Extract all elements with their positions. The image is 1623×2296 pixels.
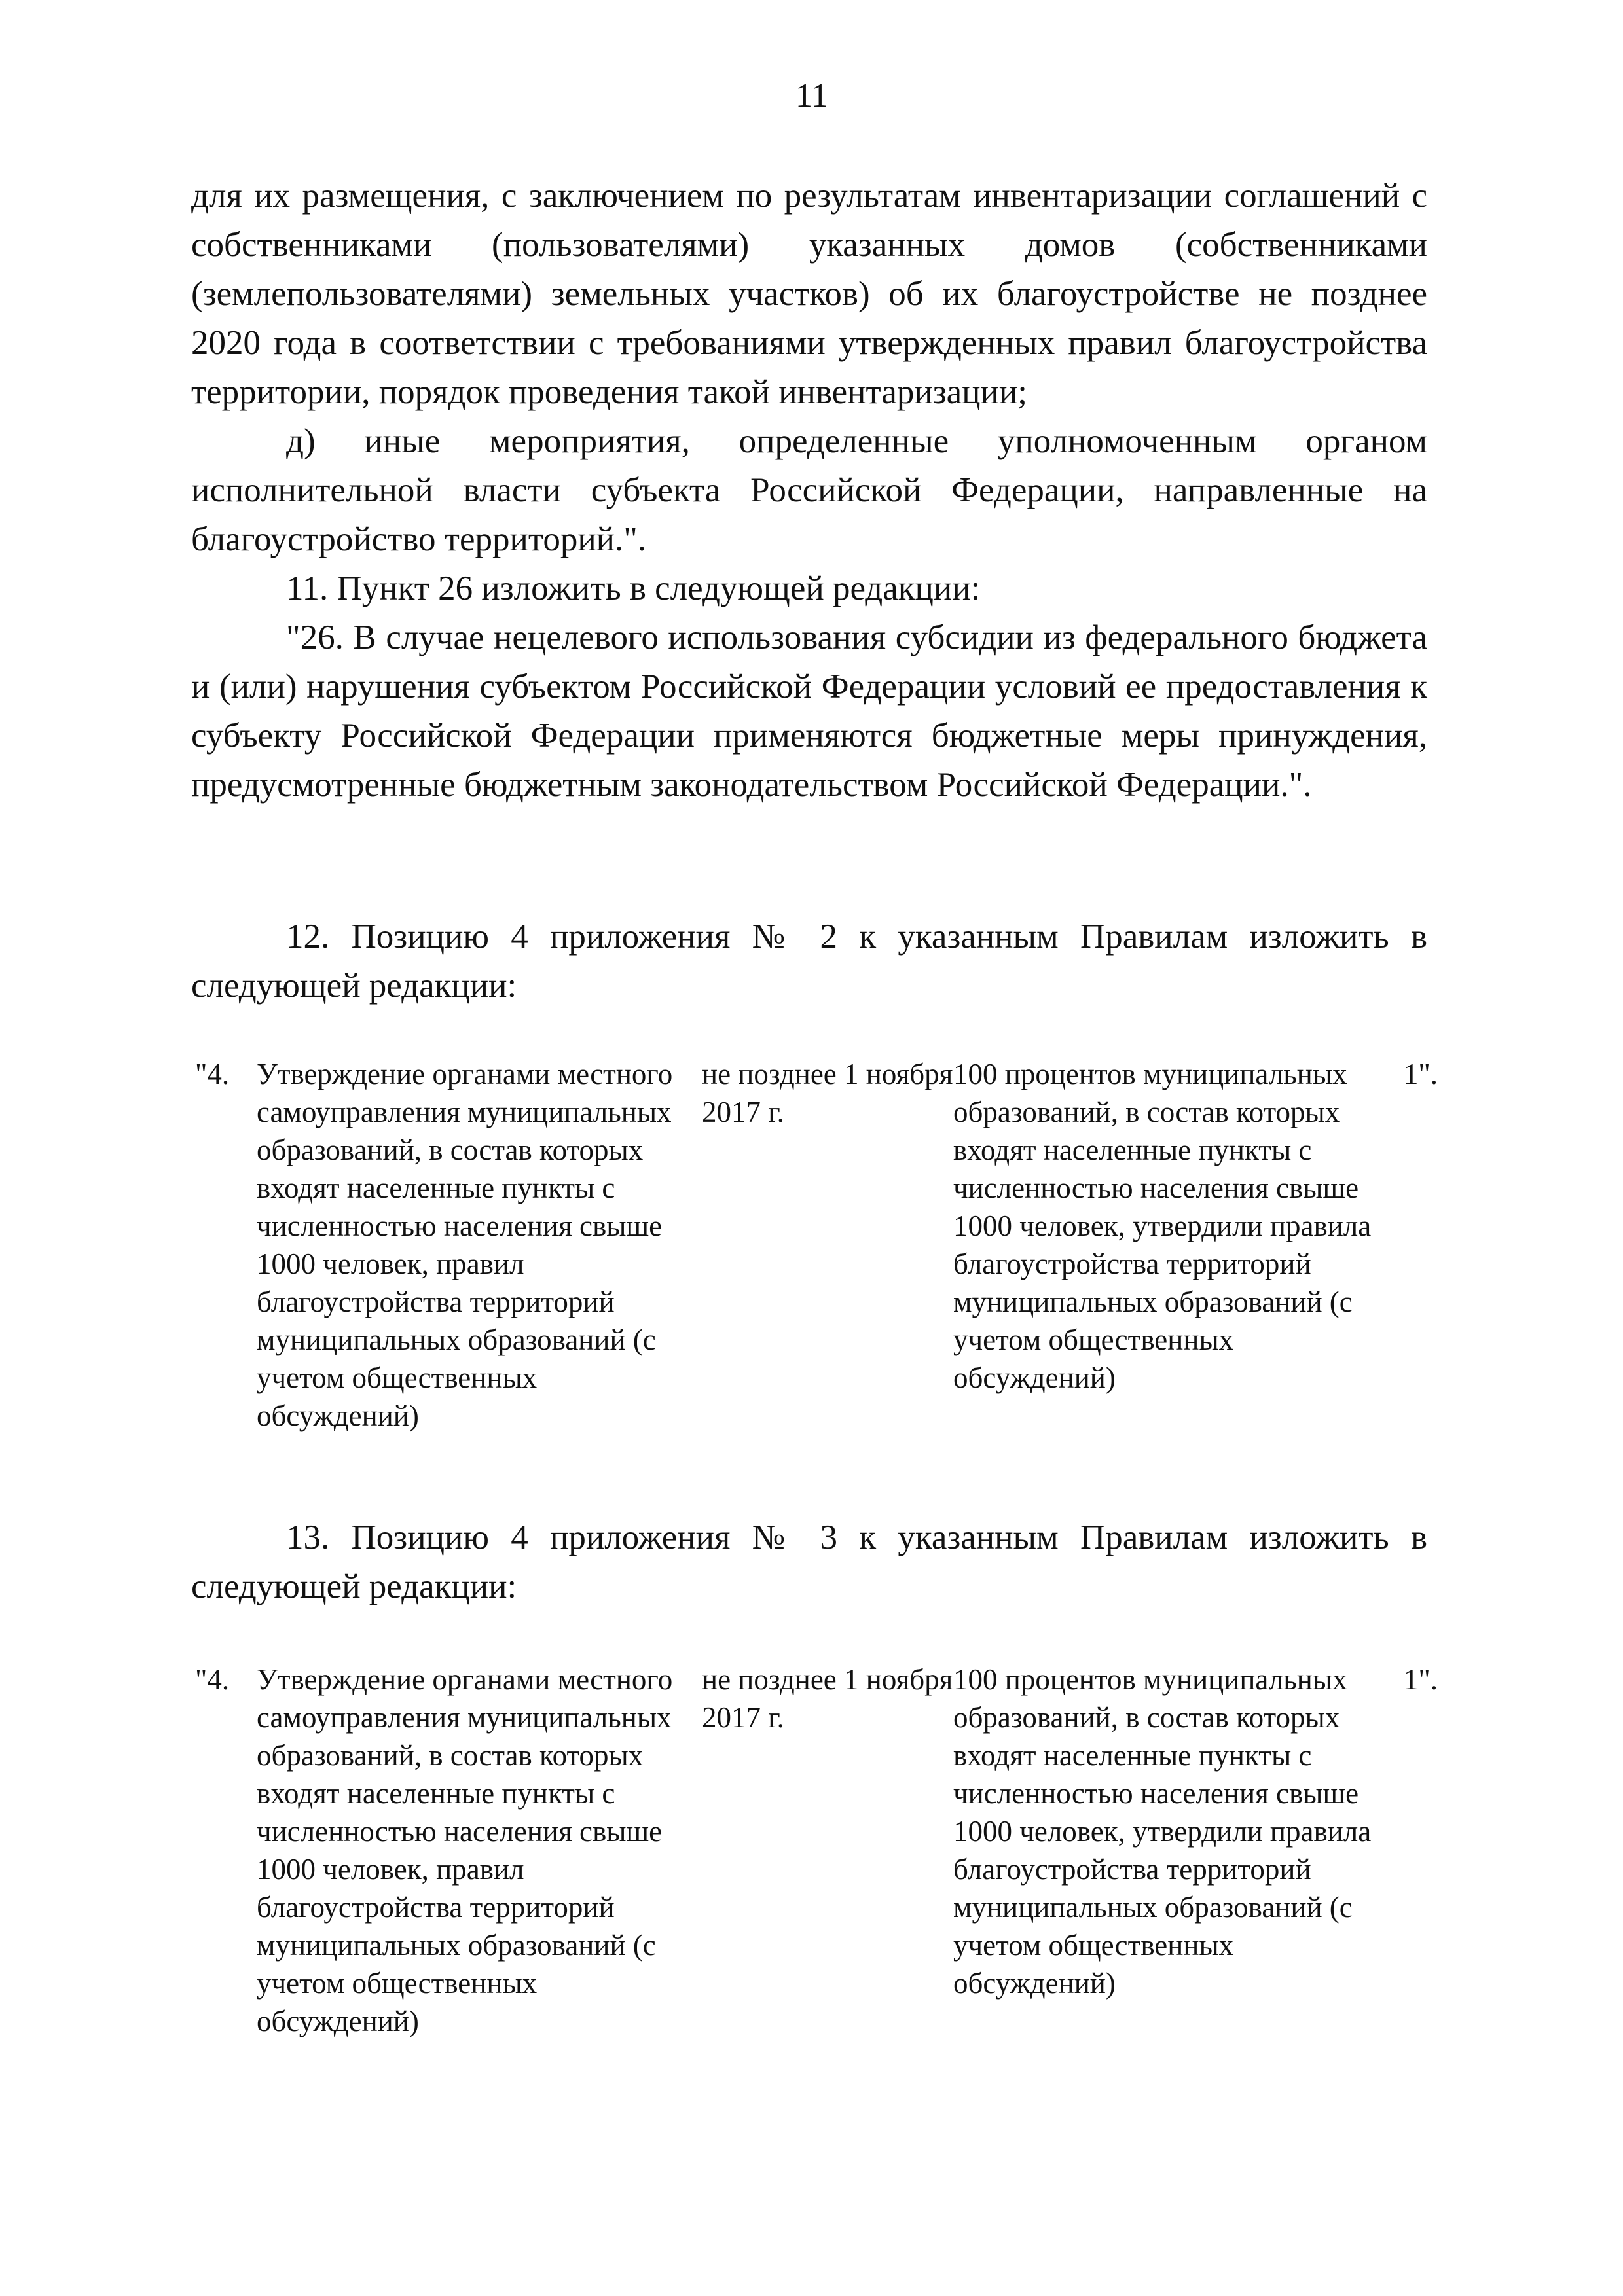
page-number: 11	[795, 77, 829, 115]
indicator-cell: 100 процентов муниципальных образований, в состав которых входят населенные пункты с численностью населения свыше 1000 человек, утвердили правила благоустройства территорий муниципальных образований (с учетом общественных обсуждений)	[953, 1058, 1372, 1394]
event-cell: Утверждение органами местного самоуправления муниципальных образований, в состав которых входят населенные пункты с численностью населения свыше 1000 человек, правил благоустройства территорий муниципальных образований (с учетом общественных обсуждений)	[257, 1058, 673, 1432]
item-13-block	[191, 1513, 1427, 1611]
paragraph-point-26: "26. В случае нецелевого использования субсидии из федерального бюджета и (или) нарушения субъектом Российской Федерации условий ее предоставления к субъекту Российской Федерации применяются бюджетные меры принуждения, предусмотренные бюджетным законодательством Российской Федерации.".	[191, 619, 1427, 804]
table-row	[195, 1660, 1438, 2040]
deadline-cell: не позднее 1 ноября 2017 г.	[702, 1058, 953, 1128]
position-number: "4.	[195, 1058, 230, 1090]
indicator-cell: 100 процентов муниципальных образований, в состав которых входят населенные пункты с численностью населения свыше 1000 человек, утвердили правила благоустройства территорий муниципальных образований (с учетом общественных обсуждений)	[953, 1663, 1372, 2000]
position-number: "4.	[195, 1663, 230, 1696]
deadline-cell: не позднее 1 ноября 2017 г.	[702, 1663, 953, 1734]
paragraph-item-13: 13. Позицию 4 приложения № 3 к указанным Правилам изложить в следующей редакции:	[191, 1518, 1427, 1605]
position-table-appendix-2	[195, 1055, 1438, 1435]
event-cell: Утверждение органами местного самоуправления муниципальных образований, в состав которых входят населенные пункты с численностью населения свыше 1000 человек, правил благоустройства территорий муниципальных образований (с учетом общественных обсуждений)	[257, 1663, 673, 2037]
position-table-appendix-3	[195, 1660, 1438, 2040]
paragraph-item-12: 12. Позицию 4 приложения № 2 к указанным Правилам изложить в следующей редакции:	[191, 918, 1427, 1005]
paragraph-item-11: 11. Пункт 26 изложить в следующей редакции:	[286, 569, 981, 607]
table-row	[195, 1055, 1438, 1435]
value-cell: 1".	[1403, 1663, 1438, 1696]
paragraph-item-d: д) иные мероприятия, определенные уполномоченным органом исполнительной власти субъекта Российской Федерации, направленные на благоустройство территорий.".	[191, 422, 1427, 558]
document-body	[191, 171, 1427, 810]
value-cell: 1".	[1403, 1058, 1438, 1090]
paragraph-continuation: для их размещения, с заключением по результатам инвентаризации соглашений с собственниками (пользователями) указанных домов (собственниками (землепользователями) земельных участков) об их благоустройстве не позднее 2020 года в соответствии с требованиями утвержденных правил благоустройства территории, порядок проведения такой инвентаризации;	[191, 177, 1427, 411]
item-12-block	[191, 912, 1427, 1011]
